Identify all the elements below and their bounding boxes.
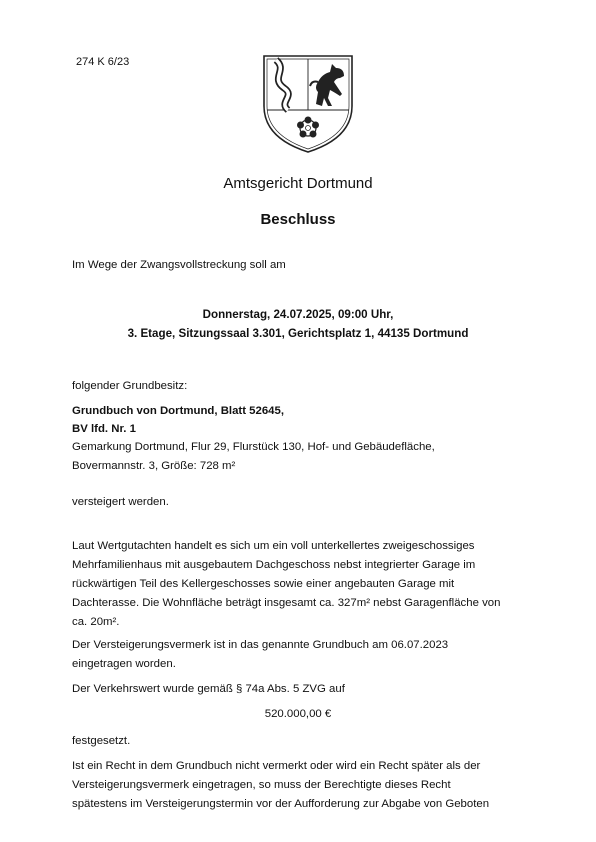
description-line-1: Laut Wertgutachten handelt es sich um ein voll unterkellertes zweigeschossiges bbox=[72, 540, 475, 552]
registration-line-1: Der Versteigerungsvermerk ist in das genannte Grundbuch am 06.07.2023 bbox=[72, 639, 449, 651]
valuation-intro: Der Verkehrswert wurde gemäß § 74a Abs. 5 ZVG auf bbox=[72, 683, 345, 695]
property-register: Grundbuch von Dortmund, Blatt 52645, bbox=[72, 405, 285, 417]
property-parcel-line-2: Bovermannstr. 3, Größe: 728 m² bbox=[72, 460, 236, 472]
property-outro: versteigert werden. bbox=[72, 496, 169, 508]
document-title: Beschluss bbox=[260, 211, 336, 228]
file-number: 274 K 6/23 bbox=[76, 56, 130, 68]
appointment-location: 3. Etage, Sitzungssaal 3.301, Gerichtsplatz 1, 44135 Dortmund bbox=[127, 327, 469, 340]
nrw-coat-of-arms bbox=[258, 48, 358, 156]
valuation-outro: festgesetzt. bbox=[72, 735, 131, 747]
valuation-amount: 520.000,00 € bbox=[264, 708, 332, 720]
property-intro: folgender Grundbesitz: bbox=[72, 380, 188, 392]
description-line-5: ca. 20m². bbox=[72, 616, 120, 628]
appointment-date: Donnerstag, 24.07.2025, 09:00 Uhr, bbox=[202, 308, 394, 321]
property-bv-number: BV lfd. Nr. 1 bbox=[72, 423, 136, 435]
description-line-4: Dachterasse. Die Wohnfläche beträgt insgesamt ca. 327m² nebst Garagenfläche von bbox=[72, 597, 501, 609]
registration-line-2: eingetragen worden. bbox=[72, 658, 176, 670]
notice-line-2: Versteigerungsvermerk eingetragen, so muss der Berechtigte dieses Recht bbox=[72, 779, 451, 791]
property-parcel-line-1: Gemarkung Dortmund, Flur 29, Flurstück 130, Hof- und Gebäudefläche, bbox=[72, 441, 435, 453]
court-name: Amtsgericht Dortmund bbox=[223, 175, 373, 192]
description-line-3: rückwärtigen Teil des Kellergeschosses sowie einer angebauten Garage mit bbox=[72, 578, 455, 590]
description-line-2: Mehrfamilienhaus mit ausgebautem Dachgeschoss nebst integrierter Garage im bbox=[72, 559, 476, 571]
intro-text: Im Wege der Zwangsvollstreckung soll am bbox=[72, 259, 286, 271]
notice-line-1: Ist ein Recht in dem Grundbuch nicht vermerkt oder wird ein Recht später als der bbox=[72, 760, 481, 772]
notice-line-3: spätestens im Versteigerungstermin vor der Aufforderung zur Abgabe von Geboten bbox=[72, 798, 490, 810]
